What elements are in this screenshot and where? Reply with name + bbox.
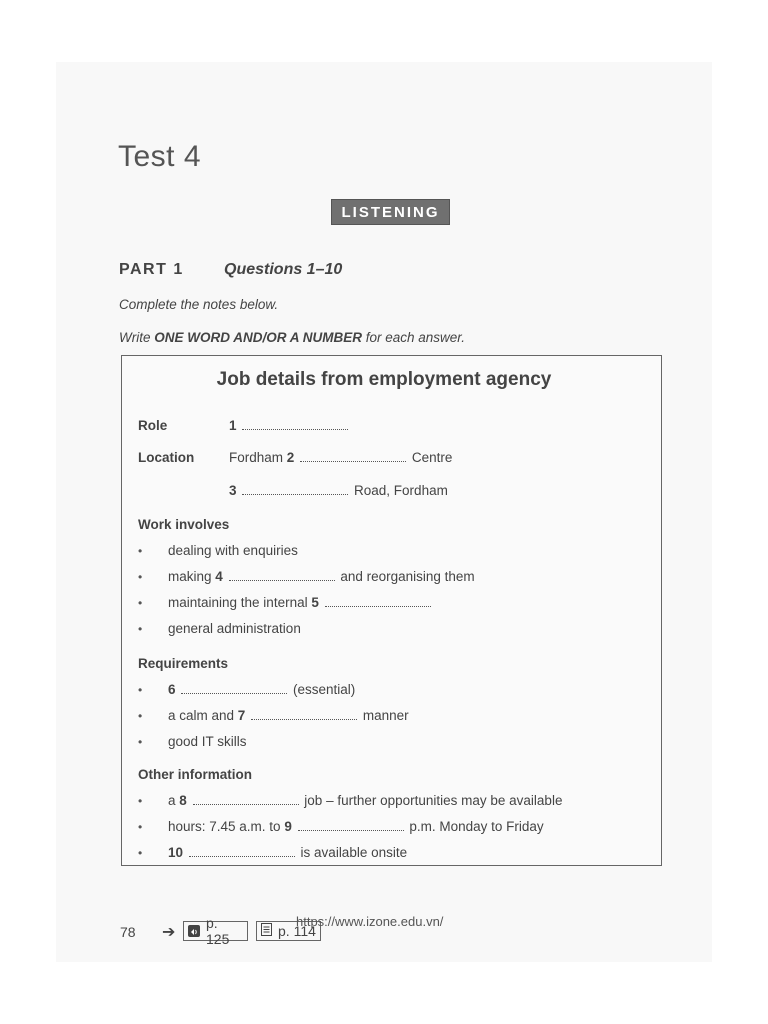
bullet-icon: • bbox=[138, 683, 143, 697]
section-tag: LISTENING bbox=[331, 199, 450, 225]
notes-title: Job details from employment agency bbox=[216, 369, 552, 390]
bullet-icon: • bbox=[138, 735, 143, 749]
part-label: PART 1 bbox=[119, 261, 184, 278]
bullet-icon: • bbox=[138, 794, 143, 808]
answer-gap[interactable] bbox=[229, 570, 335, 581]
work-heading: Work involves bbox=[138, 517, 230, 532]
instruction-complete: Complete the notes below. bbox=[119, 297, 279, 312]
answer-gap[interactable] bbox=[298, 820, 404, 831]
bullet-icon: • bbox=[138, 709, 143, 723]
role-label: Role bbox=[138, 418, 168, 433]
instruction-write: Write ONE WORD AND/OR A NUMBER for each answer. bbox=[119, 330, 466, 345]
answer-gap[interactable] bbox=[181, 683, 287, 694]
part-header bbox=[119, 261, 342, 279]
answer-gap[interactable] bbox=[242, 419, 348, 430]
bullet-icon: • bbox=[138, 622, 143, 636]
answer-10: 10 is available onsite bbox=[168, 845, 408, 860]
bullet-icon: • bbox=[138, 570, 143, 584]
audio-ref-link[interactable]: p. 125 bbox=[183, 921, 248, 941]
bullet-icon: • bbox=[138, 820, 143, 834]
answer-7: a calm and 7 manner bbox=[168, 708, 409, 723]
instruction-emphasis: ONE WORD AND/OR A NUMBER bbox=[154, 330, 362, 345]
answer-gap[interactable] bbox=[300, 451, 406, 462]
answer-2: Fordham 2 Centre bbox=[229, 450, 453, 465]
watermark-url: https://www.izone.edu.vn/ bbox=[296, 914, 444, 929]
document-icon bbox=[261, 923, 272, 939]
document-ref-link[interactable]: p. 114 bbox=[256, 921, 321, 941]
answer-1: 1 bbox=[229, 418, 350, 433]
answer-gap[interactable] bbox=[189, 846, 295, 857]
requirement-item: good IT skills bbox=[168, 734, 247, 749]
notes-box bbox=[121, 355, 662, 866]
answer-gap[interactable] bbox=[193, 794, 299, 805]
location-label: Location bbox=[138, 450, 195, 465]
audio-icon bbox=[188, 925, 200, 937]
other-heading: Other information bbox=[138, 767, 252, 782]
answer-8: a 8 job – further opportunities may be available bbox=[168, 793, 563, 808]
bullet-icon: • bbox=[138, 596, 143, 610]
bullet-icon: • bbox=[138, 846, 143, 860]
answer-gap[interactable] bbox=[251, 709, 357, 720]
answer-9: hours: 7.45 a.m. to 9 p.m. Monday to Friday bbox=[168, 819, 544, 834]
page-number: 78 bbox=[120, 924, 136, 940]
test-title: Test 4 bbox=[118, 140, 202, 173]
answer-gap[interactable] bbox=[242, 484, 348, 495]
answer-3: 3 Road, Fordham bbox=[229, 483, 448, 498]
arrow-icon: ➔ bbox=[162, 924, 176, 941]
answer-4: making 4 and reorganising them bbox=[168, 569, 475, 584]
work-item: general administration bbox=[168, 621, 301, 636]
answer-6: 6 (essential) bbox=[168, 682, 356, 697]
work-item: dealing with enquiries bbox=[168, 543, 298, 558]
questions-label: Questions 1–10 bbox=[224, 261, 343, 278]
answer-gap[interactable] bbox=[325, 596, 431, 607]
answer-5: maintaining the internal 5 bbox=[168, 595, 433, 610]
requirements-heading: Requirements bbox=[138, 656, 229, 671]
bullet-icon: • bbox=[138, 544, 143, 558]
